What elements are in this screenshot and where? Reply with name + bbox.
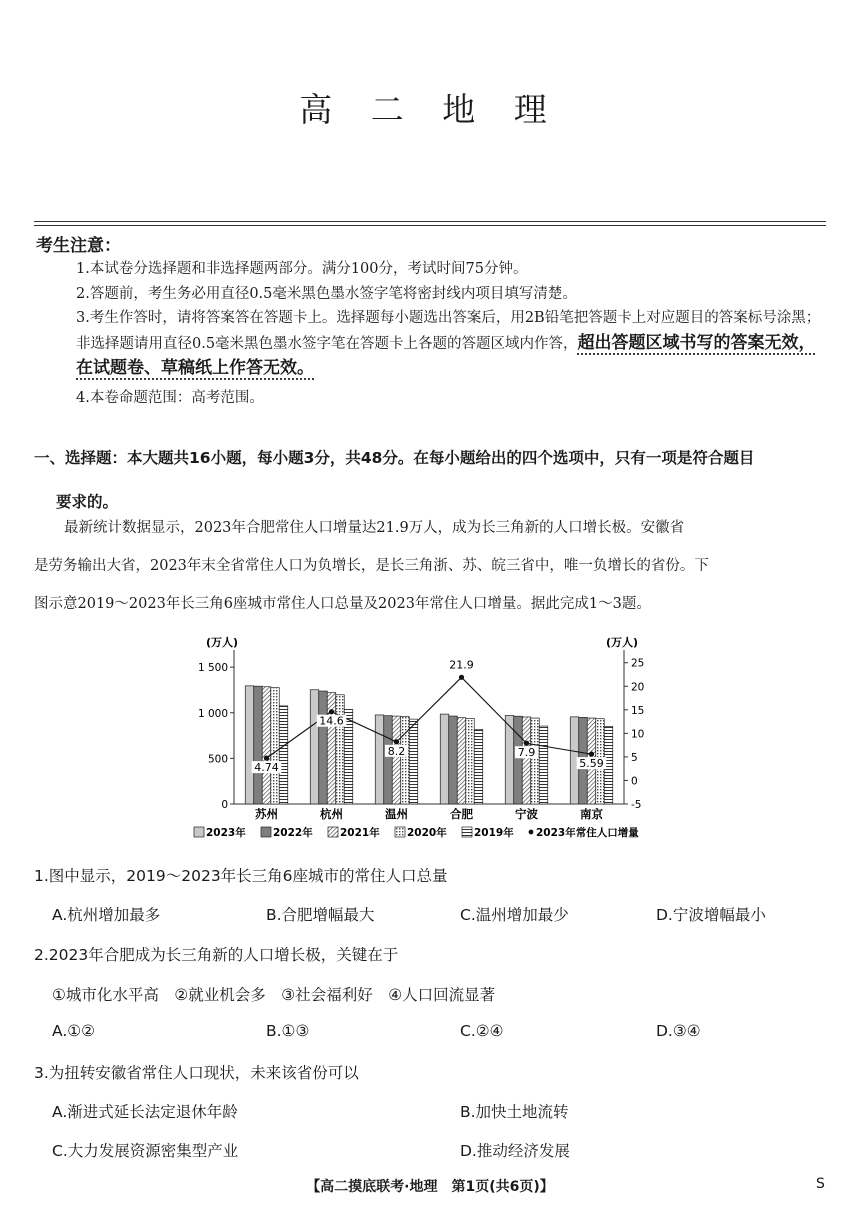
q1-option-b: B.合肥增幅最大 [266,906,375,924]
legend-swatch [261,827,271,837]
legend-label: 2021年 [340,827,380,839]
category-label: 苏州 [255,807,278,821]
data-label: 7.9 [517,746,536,760]
q1-option-c: C.温州增加最少 [460,906,569,924]
notice-item-3 [76,306,828,382]
data-label: 8.2 [387,744,406,758]
question-3-stem: 3.为扭转安徽省常住人口现状，未来该省份可以 [34,1064,359,1082]
q1-option-d: D.宁波增幅最小 [656,906,766,924]
question-1-stem: 1.图中显示，2019～2023年长三角6座城市的常住人口总量 [34,867,448,885]
category-label: 南京 [580,807,603,821]
category-label: 宁波 [515,807,538,821]
legend-swatch [328,827,338,837]
q3-option-a: A.渐进式延长法定退休年龄 [52,1103,238,1121]
bar [392,716,401,804]
bar [245,686,254,804]
left-tick-label: 500 [207,753,228,766]
bar [474,729,483,804]
bar [409,719,418,804]
category-label: 合肥 [450,807,473,821]
q1-option-a: A.杭州增加最多 [52,906,161,924]
notice-item-2: 2.答题前，考生务必用直径0.5毫米黑色墨水签字笔将密封线内项目填写清楚。 [76,286,577,302]
legend-swatch [395,827,405,837]
legend-label: 2023年常住人口增量 [536,827,639,839]
divider [34,225,826,226]
notice-heading: 考生注意： [36,236,121,256]
right-tick-label: 15 [631,704,645,717]
right-tick-label: 0 [631,775,638,788]
bar [336,695,345,804]
q2-statements: ①城市化水平高 ②就业机会多 ③社会福利好 ④人口回流显著 [52,986,496,1004]
q3-option-d: D.推动经济发展 [460,1142,570,1160]
notice-item-3-text: 3.考生作答时，请将答案答在答题卡上。选择题每小题选出答案后，用2B铅笔把答题卡上对应题目的答案标号涂黑；非选择题请用直径0.5毫米黑色墨水签字笔在答题卡上各题的答题区域内作答， [76,310,821,352]
section-title-line2: 要求的。 [56,493,119,511]
right-axis-label: (万人) [606,636,639,649]
increment-point [524,741,529,746]
bar [466,718,475,804]
category-label: 杭州 [320,807,343,821]
left-axis-label: (万人) [206,636,239,649]
legend-label: 2019年 [474,827,514,839]
notice-emphasis: 超出答题区域书写的答案无效，在试题卷、草稿纸上作答无效。 [76,332,816,378]
data-label: 14.6 [319,714,344,728]
bar [279,706,288,804]
increment-point [329,709,334,714]
notice-item-4: 4.本卷命题范围：高考范围。 [76,390,264,406]
q2-option-d: D.③④ [656,1022,701,1040]
legend-swatch [462,827,472,837]
q3-option-c: C.大力发展资源密集型产业 [52,1142,239,1160]
left-tick-label: 0 [221,799,228,811]
passage-line-1: 最新统计数据显示，2023年合肥常住人口增量达21.9万人，成为长三角新的人口增长极。安徽省 [64,520,685,536]
data-label: 4.74 [254,761,279,775]
legend-swatch [194,827,204,837]
bar [254,686,263,804]
right-tick-label: 20 [631,681,645,694]
left-tick-label: 1 000 [197,707,228,720]
data-label: 5.59 [579,757,604,771]
increment-point [459,675,464,680]
bar [375,715,384,804]
paper-code: S [816,1176,825,1192]
divider [34,221,826,222]
population-chart [186,630,670,846]
q2-option-a: A.①② [52,1022,96,1040]
right-tick-label: 10 [631,728,645,741]
increment-point [394,739,399,744]
passage-line-2: 是劳务输出大省，2023年末全省常住人口为负增长，是长三角浙、苏、皖三省中，唯一负增长的省份。下 [34,558,709,574]
data-label: 21.9 [449,658,474,672]
category-label: 温州 [385,807,408,821]
passage-line-3: 图示意2019～2023年长三角6座城市常住人口总量及2023年常住人口增量。据此完成1～3题。 [34,596,651,612]
right-tick-label: 5 [631,751,638,764]
bar [310,690,319,804]
legend-label: 2023年 [206,827,246,839]
question-2-stem: 2.2023年合肥成为长三角新的人口增长极，关键在于 [34,946,399,964]
bar [384,716,393,804]
q2-option-b: B.①③ [266,1022,310,1040]
bar [514,716,523,804]
section-title-line1: 一、选择题：本大题共16小题，每小题3分，共48分。在每小题给出的四个选项中，只有一项是符合题目 [34,449,755,467]
bar [262,687,271,804]
bar [440,714,449,804]
bar [539,726,548,804]
bar [449,716,458,804]
legend-point [529,830,534,835]
bar [319,691,328,804]
increment-point [264,756,269,761]
bar [457,718,466,804]
q2-option-c: C.②④ [460,1022,504,1040]
left-tick-label: 1 500 [197,662,228,675]
bar [271,688,280,804]
bar [522,717,531,804]
q3-option-b: B.加快土地流转 [460,1103,569,1121]
right-tick-label: -5 [631,799,642,811]
legend-label: 2020年 [407,827,447,839]
right-tick-label: 25 [631,657,645,670]
notice-item-1: 1.本试卷分选择题和非选择题两部分。满分100分，考试时间75分钟。 [76,261,528,277]
bar [531,718,540,804]
increment-point [589,752,594,757]
page-title: 高 二 地 理 [299,90,561,129]
legend-label: 2022年 [273,827,313,839]
page-footer: 【高二摸底联考·地理 第1页(共6页)】 [306,1179,554,1195]
